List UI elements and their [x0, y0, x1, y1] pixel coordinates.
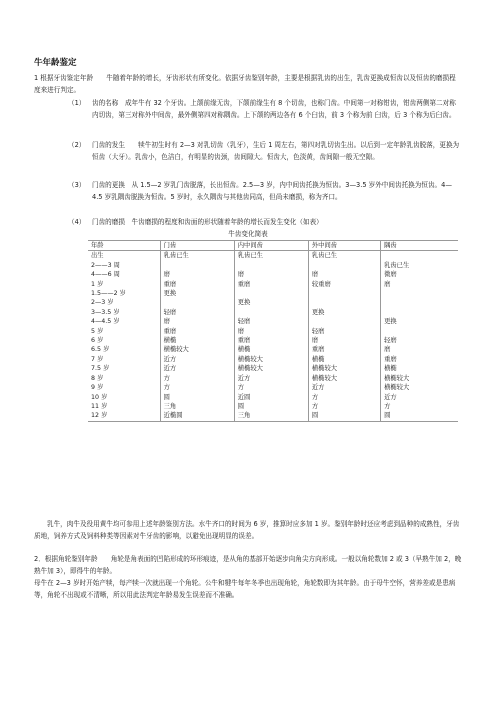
- table-cell: 更换: [234, 298, 308, 307]
- table-cell: 较重磨: [308, 280, 380, 289]
- table-row: [88, 298, 458, 307]
- table-cell: 2——3 周: [91, 261, 120, 269]
- table-cell: [160, 298, 234, 307]
- table-row: [88, 383, 458, 392]
- table-cell: [308, 298, 380, 307]
- table-cell: 5 岁: [91, 327, 104, 335]
- paragraph-text: 2．根据角轮鉴别年龄 角轮是角表面的凹陷形成的环形痕迹，是从角的基部开始逐步向角尖方向形成。一般以角轮数加 2 或 3（早熟牛加 2，晚熟牛加 3），即得牛的年龄。: [34, 555, 462, 575]
- table-cell: 6.5 岁: [91, 346, 110, 354]
- table-cell: 出生: [91, 252, 104, 260]
- table-cell: 方: [234, 383, 308, 392]
- list-item-text: 门齿的更换 从 1.5—2 岁乳门齿脱落，长出恒齿。2.5—3 岁，内中间齿托换为恒齿。3—3.5 岁外中间齿托换为恒齿。4—4.5 岁乳隅齿脱换为恒齿。5 岁时，永久隅齿与其他齿同高，但尚未磨损，称为齐口。: [92, 181, 452, 201]
- intro-paragraph: [34, 72, 462, 96]
- paragraph-horn-method: [34, 554, 462, 577]
- table-cell: [234, 289, 308, 298]
- table-cell: [308, 261, 380, 270]
- table-row: [88, 280, 458, 289]
- table-cell: 圆: [234, 402, 308, 411]
- table-cell: 近方: [381, 393, 458, 402]
- table-cell: 1 岁: [91, 280, 104, 288]
- table-cell: 磨: [160, 317, 234, 326]
- table-cell: 横椭: [381, 364, 458, 373]
- table-row: [88, 393, 458, 402]
- table-cell: 近方: [308, 383, 380, 392]
- table-cell: 方: [160, 374, 234, 383]
- table-caption: 牛齿变化简表: [228, 230, 268, 238]
- table-cell: 方: [381, 402, 458, 411]
- table-cell: 磨: [160, 270, 234, 279]
- table-cell: 方: [308, 393, 380, 402]
- table-cell: 磨: [381, 280, 458, 289]
- table-cell: 横椭较大: [381, 374, 458, 383]
- table-cell: 乳齿已生: [381, 261, 458, 270]
- table-cell: 横椭较大: [381, 383, 458, 392]
- table-cell: 磨: [308, 336, 380, 345]
- table-row: [88, 345, 458, 354]
- table-row: [88, 289, 458, 298]
- table-cell: 重磨: [381, 355, 458, 364]
- table-cell: [160, 261, 234, 270]
- table-cell: 乳齿已生: [308, 251, 380, 261]
- table-cell: 重磨: [308, 345, 380, 354]
- table-row: [88, 336, 458, 345]
- paragraph-horn-detail: [34, 578, 462, 601]
- table-cell: 磨: [234, 270, 308, 279]
- table-cell: 横椭较大: [308, 374, 380, 383]
- table-row: [88, 402, 458, 411]
- table-cell: 磨: [381, 345, 458, 354]
- table-cell: 三角: [234, 411, 308, 421]
- table-cell: [234, 308, 308, 317]
- table-cell: 2—3 岁: [91, 299, 114, 307]
- table-cell: 圆: [381, 411, 458, 421]
- list-item-text: 齿的名称 成年牛有 32 个牙齿。上颌前缘无齿，下颌前缘生有 8 个切齿，也称门齿。中间第一对称钳齿，钳齿两侧第二对称内切齿，第三对称外中间齿，最外侧第四对称隅齿。上下颌的两边各有 6 个臼齿，前 3 个称为前 臼齿，后 3 个称为后臼齿。: [92, 99, 456, 119]
- table-cell: 轻磨: [308, 327, 380, 336]
- table-cell: 横椭较大: [234, 364, 308, 373]
- table-cell: 方: [160, 383, 234, 392]
- table-cell: 横椭较大: [308, 364, 380, 373]
- table-cell: 近方: [160, 364, 234, 373]
- table-cell: 7.5 岁: [91, 365, 110, 373]
- table-cell: 三角: [160, 402, 234, 411]
- table-cell: 更换: [381, 317, 458, 326]
- table-cell: 近方: [160, 355, 234, 364]
- page-title: 牛年龄鉴定: [34, 58, 77, 68]
- table-cell: [381, 251, 458, 261]
- table-header-cell: 外中间齿: [308, 241, 380, 251]
- table-cell: 重磨: [234, 336, 308, 345]
- table-cell: [234, 261, 308, 270]
- table-cell: [308, 289, 380, 298]
- table-cell: 重磨: [160, 327, 234, 336]
- table-header-row: [88, 241, 458, 251]
- table-cell: [381, 308, 458, 317]
- table-cell: 7 岁: [91, 355, 104, 363]
- table-row: [88, 327, 458, 336]
- table-cell: 重磨: [234, 280, 308, 289]
- table-cell: 轻磨: [234, 317, 308, 326]
- table-cell: 乳齿已生: [234, 251, 308, 261]
- list-item-text: 门齿的磨损 牛齿磨损的程度和齿面的形状随着年龄的增长而发生变化（如表）: [92, 218, 323, 226]
- table-cell: 4——6 周: [91, 271, 120, 279]
- table-cell: 12 岁: [91, 412, 108, 420]
- table-cell: 横椭: [160, 336, 234, 345]
- table-cell: 10 岁: [91, 393, 108, 401]
- table-row: [88, 374, 458, 383]
- table-row: [88, 411, 458, 421]
- table-header-cell: 内中间齿: [234, 241, 308, 251]
- table-cell: 横椭: [308, 355, 380, 364]
- table-cell: 磨: [234, 327, 308, 336]
- paragraph-text: 母牛在 2—3 岁时开始产犊，每产犊一次就出现一个角轮。公牛和犍牛每年冬季也出现角轮，角轮数即为其年龄。由于母牛空怀，营养差或是患病等，角轮不出现或不清晰，所以用此法判定年龄易发生误差而不准确。: [34, 579, 456, 599]
- paragraph-text: 乳牛，肉牛及役用黄牛均可参用上述年龄鉴别方法。水牛齐口的时间为 6 岁，推算时应多加 1 岁。鉴别年龄时还应考虑到品种的成熟性，牙齿质地，饲养方式及饲料种类等因素对牛牙齿的影响，以避免出现明显的误差。: [34, 520, 460, 540]
- table-cell: 11 岁: [91, 402, 108, 410]
- list-item-number: （1）: [68, 99, 86, 107]
- table-cell: 6 岁: [91, 337, 104, 345]
- table-cell: [381, 289, 458, 298]
- table-cell: 横椭较大: [160, 345, 234, 354]
- table-cell: 9 岁: [91, 384, 104, 392]
- list-item-number: （4）: [68, 218, 86, 226]
- table-cell: [308, 317, 380, 326]
- table-cell: 4—4.5 岁: [91, 318, 120, 326]
- table-cell: 1.5——2 岁: [91, 290, 126, 298]
- paragraph-cattle-note: [34, 519, 462, 542]
- table-cell: 近椭圆: [160, 411, 234, 421]
- table-row: [88, 270, 458, 279]
- table-cell: 圆: [308, 411, 380, 421]
- table-cell: 近圆: [234, 393, 308, 402]
- table-body: [88, 251, 458, 421]
- table-header-cell: 隅齿: [381, 241, 458, 251]
- table-cell: 方: [308, 402, 380, 411]
- table-cell: 横椭较大: [234, 355, 308, 364]
- table-cell: 更换: [308, 308, 380, 317]
- table-cell: 近方: [234, 374, 308, 383]
- table-header-cell: 门齿: [160, 241, 234, 251]
- table-row: [88, 355, 458, 364]
- list-item-number: （3）: [68, 181, 86, 189]
- table-cell: 轻磨: [160, 308, 234, 317]
- table-cell: [381, 298, 458, 307]
- table-cell: 横椭: [234, 345, 308, 354]
- table-cell: 重磨: [160, 280, 234, 289]
- table-cell: [381, 327, 458, 336]
- table-row: [88, 251, 458, 261]
- table-header-cell: 年龄: [91, 242, 104, 249]
- table-cell: 更换: [160, 289, 234, 298]
- teeth-table: [88, 240, 458, 422]
- table-cell: 3—3.5 岁: [91, 308, 120, 316]
- table-cell: 8 岁: [91, 374, 104, 382]
- table-cell: 轻磨: [381, 336, 458, 345]
- table-cell: 微磨: [381, 270, 458, 279]
- table-row: [88, 317, 458, 326]
- intro-text: 1 根据牙齿鉴定年龄 牛随着年龄的增长，牙齿形状有所变化。依据牙齿鉴别年龄，主要是根据乳齿的出生，乳齿更换成恒齿以及恒齿的磨损程度来进行判定。: [34, 74, 456, 94]
- table-row: [88, 308, 458, 317]
- list-item-number: （2）: [68, 141, 86, 149]
- table-cell: 磨: [308, 270, 380, 279]
- table-row: [88, 364, 458, 373]
- table-row: [88, 261, 458, 270]
- table-cell: 乳齿已生: [160, 251, 234, 261]
- table-cell: 圆: [160, 393, 234, 402]
- list-item-text: 门齿的发生 犊牛初生时有 2—3 对乳切齿（乳牙），生后 1 周左右，第四对乳切齿生出。以后到一定年龄乳齿脱落，更换为恒齿（大牙）。乳齿小，色洁白，有明显的齿颈，齿间隙大。恒齿大，色淡黄，齿间隙一般无空隙。: [92, 141, 460, 161]
